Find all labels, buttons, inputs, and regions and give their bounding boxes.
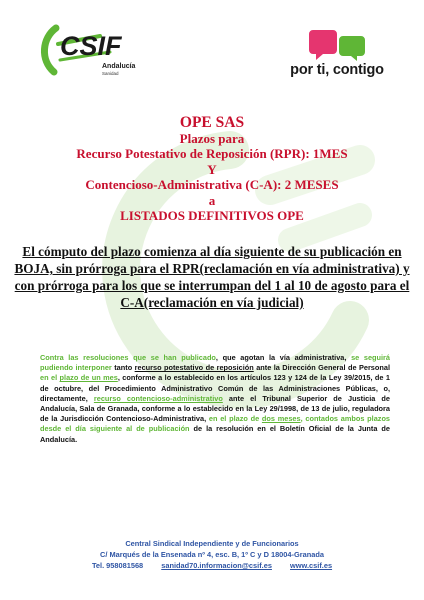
footer-phone: Tel. 958081568 [91,561,144,570]
body-span: plazo de un mes [59,373,118,383]
footer-org: Central Sindical Independiente y de Funcionarios [125,539,299,548]
slogan-logo [283,28,391,86]
body-span: de la resolución en el Boletín Oficial de la Junta de Andalucía. [40,424,390,444]
title-a: a [208,192,216,208]
footer-address: C/ Marqués de la Ensenada nº 4, esc. B, 1º C y D 18004-Granada [100,550,324,559]
body-span: en el [40,373,58,383]
footer-email-link[interactable]: sanidad70.informacion@csif.es [161,561,272,570]
svg-text:CSIF: CSIF [60,31,122,61]
csif-logo [40,20,145,80]
footer-contact [0,560,424,571]
body-span: , conforme a lo establecido en los artículos 123 y 124 de la Ley 39/2015, de 1 de octubre, del Procedimiento Administrativo Común de las Administraciones Públicas, o, directamente, [40,373,390,403]
body-span: se seguirá pudiendo interponer [40,353,390,373]
title-listados: LISTADOS DEFINITIVOS OPE [120,208,304,223]
body-span: en el plazo de [208,414,260,424]
body-span: dos meses [261,414,301,424]
title-plazos: Plazos para [179,130,245,146]
body-paragraph [40,353,390,445]
body-span: tanto [114,363,133,373]
svg-text:Andalucía: Andalucía [102,63,136,70]
body-span: ante el Tribunal Superior de Justicia de Andalucía, Sala de Granada, conforme a lo establecido en la Ley 29/1998, de 13 de julio, reguladora de la Jurisdicción Contencioso-Administrativa, [40,393,390,424]
slogan-text: por ti, contigo [290,62,384,78]
svg-text:Sanidad: Sanidad [102,71,119,76]
body-span: , que agotan la vía administrativa, [215,353,347,362]
body-span: ante la Dirección General de Personal [256,363,390,373]
body-span: Contra las resoluciones que se han publicado [40,353,216,362]
footer [0,538,424,571]
speech-bubble-icon [283,28,391,62]
title-block [0,115,424,224]
body-span: recurso contencioso-administrativo [93,393,223,403]
title-rpr: Recurso Potestativo de Reposición (RPR): 1MES [76,146,348,161]
body-span: recurso potestativo de reposición [134,363,254,373]
deadline-notice: El cómputo del plazo comienza al día siguiente de su publicación en BOJA, sin prórroga para el RPR(reclamación en vía administrativa) y con prórroga para los que se interrumpan del 1 al 10 de agosto para el C-A(reclamación en vía judicial) [14,244,410,310]
body-span: , contados ambos plazos desde el día siguiente al de publicación [40,414,391,434]
footer-web-link[interactable]: www.csif.es [290,561,333,570]
title-ca: Contencioso-Administrativa (C-A): 2 MESES [85,177,339,192]
title-ope-sas: OPE SAS [179,114,245,131]
title-y: Y [207,161,217,177]
